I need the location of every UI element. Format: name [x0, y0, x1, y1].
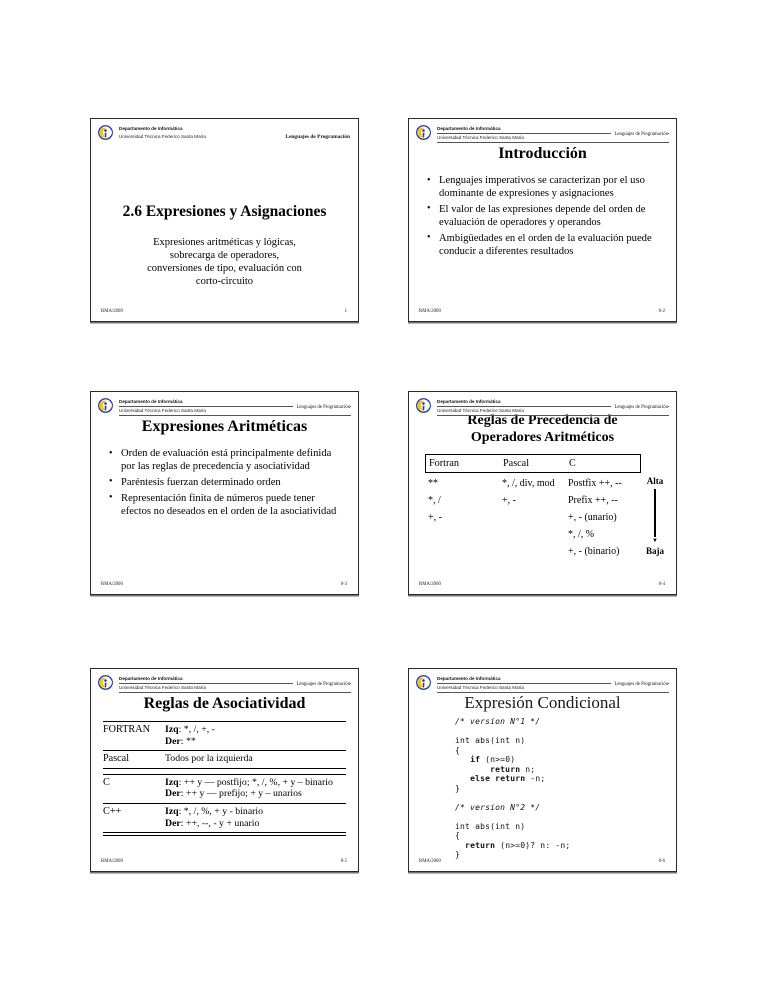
- bullet-list: [109, 447, 342, 518]
- university-logo-icon: [416, 675, 431, 690]
- code-line: [455, 765, 570, 775]
- code-block: [455, 717, 570, 860]
- header-university: Universidad Técnica Federico Santa María: [119, 684, 351, 693]
- precedence-cell: **: [428, 477, 438, 489]
- slide-title: 2.6 Expresiones y Asignaciones: [122, 203, 327, 220]
- precedence-cell: *, /, div, mod: [502, 477, 555, 489]
- header-department: Departamento de Informática: [119, 396, 351, 407]
- slide-header: [98, 673, 351, 697]
- code-keyword: if: [470, 755, 481, 764]
- university-logo-icon: [98, 675, 113, 690]
- bullet-text: Ambigüedades en el orden de la evaluación puede conducir a diferentes resultados: [439, 232, 652, 258]
- precedence-scale: [641, 476, 669, 556]
- code-line: [455, 812, 570, 822]
- bullet-icon: •: [109, 447, 113, 459]
- slide-header: [416, 673, 669, 697]
- language-label: C: [103, 776, 110, 788]
- code-keyword: return: [465, 840, 496, 850]
- language-label: C++: [103, 805, 122, 817]
- footer-page-number: 8-4: [658, 582, 665, 587]
- slide-title: Reglas de Asociatividad: [143, 695, 306, 712]
- header-course: Lenguajes de Programación: [611, 132, 668, 137]
- precedence-cell: +, -: [428, 511, 442, 523]
- bullet-text: El valor de las expresiones depende del orden de evaluación de operadores y operandos: [439, 203, 646, 229]
- precedence-cell: +, -: [502, 494, 516, 506]
- university-logo-icon: [98, 125, 113, 140]
- header-department: Departamento de Informática: [119, 673, 351, 684]
- code-line: [455, 850, 570, 860]
- header-course: Lenguajes de Programación: [611, 405, 668, 410]
- associativity-rules: [165, 777, 346, 800]
- code-text: }: [455, 850, 461, 859]
- footer-author: RMA/2000: [101, 582, 123, 587]
- slide-5: [90, 668, 359, 872]
- scale-line: [654, 489, 656, 537]
- rule-direction-label: Der: [165, 788, 181, 800]
- slide-4: [408, 391, 677, 595]
- bullet-item: [427, 174, 660, 200]
- footer-page-number: 8-2: [658, 309, 665, 314]
- language-label: FORTRAN: [103, 724, 150, 735]
- rule-text: : **: [180, 735, 196, 747]
- rule-direction-label: Izq: [165, 805, 179, 817]
- precedence-cell: [428, 543, 502, 560]
- code-keyword: else: [470, 774, 491, 783]
- precedence-cell: [428, 526, 502, 543]
- code-text: {: [455, 831, 461, 840]
- footer-author: RMA/2000: [101, 859, 123, 864]
- precedence-cell: Prefix ++, --: [568, 494, 618, 506]
- code-line: [455, 793, 570, 803]
- precedence-table: [425, 454, 641, 560]
- slide-title: Expresiones Aritméticas: [141, 418, 308, 435]
- associativity-row: [103, 751, 346, 769]
- footer-author: RMA/2000: [419, 859, 441, 864]
- header-course: Lenguajes de Programación: [293, 405, 350, 410]
- bullet-icon: •: [109, 476, 113, 488]
- code-line: [455, 784, 570, 794]
- bullet-item: [109, 492, 342, 518]
- rule-text: : ++ y –– prefijo; + y – unarios: [180, 788, 302, 800]
- bullet-icon: •: [427, 232, 431, 244]
- rule-line: [165, 788, 346, 800]
- precedence-cell: [502, 526, 568, 543]
- code-text: {: [455, 745, 461, 755]
- footer-author: RMA/2000: [419, 582, 441, 587]
- footer-author: RMA/2000: [419, 309, 441, 314]
- code-line: [455, 727, 570, 737]
- header-department: Departamento de Informática: [437, 673, 669, 684]
- bullet-text: Paréntesis fuerzan determinado orden: [121, 476, 281, 488]
- code-line: [455, 717, 570, 727]
- precedence-cell: Postfix ++, --: [568, 477, 622, 489]
- university-logo-icon: [416, 125, 431, 140]
- bullet-item: [109, 447, 342, 473]
- column-header: Pascal: [503, 457, 530, 469]
- rule-direction-label: Der: [165, 735, 181, 747]
- precedence-row: [428, 509, 641, 526]
- code-line: [455, 736, 570, 746]
- associativity-table: [103, 721, 346, 836]
- slide-title: Expresión Condicional: [464, 693, 621, 712]
- code-text: [455, 841, 465, 850]
- footer-page-number: 8-3: [340, 582, 347, 587]
- scale-low-label: Baja: [646, 546, 664, 556]
- rule-text: : *, /, +, -: [178, 724, 215, 735]
- language-label: Pascal: [103, 753, 130, 765]
- code-text: int abs(int n): [455, 736, 526, 745]
- code-text: int abs(int n): [455, 821, 526, 831]
- bullet-item: [427, 232, 660, 258]
- code-text: -n;: [525, 774, 546, 783]
- bullet-text: Orden de evaluación está principalmente definida por las reglas de precedencia y asociatividad: [121, 448, 332, 473]
- footer-page-number: 1: [344, 309, 347, 314]
- rule-text: : *, /, %, + y - binario: [178, 805, 264, 817]
- title-line: Operadores Aritméticos: [470, 430, 615, 445]
- slide-header: [416, 396, 669, 420]
- title-line: Reglas de Precedencia de: [467, 413, 618, 428]
- bullet-icon: •: [109, 492, 113, 504]
- footer-page-number: 8-6: [658, 859, 665, 864]
- subtitle-line: sobrecarga de operadores,: [169, 250, 280, 261]
- slide-2: [408, 118, 677, 322]
- code-line: [455, 822, 570, 832]
- rule-line: [165, 818, 346, 830]
- header-department: Departamento de Informática: [119, 126, 183, 131]
- rule-direction-label: Der: [165, 817, 181, 829]
- code-text: (n>=0): [480, 755, 516, 764]
- rule-line: [165, 753, 346, 765]
- header-university: Universidad Técnica Federico Santa María: [119, 134, 206, 139]
- precedence-cell: [502, 509, 568, 526]
- university-logo-icon: [416, 398, 431, 413]
- bullet-icon: •: [427, 203, 431, 215]
- precedence-header-row: [425, 454, 641, 473]
- bullet-text: Representación finita de números puede tener efectos no deseados en el orden de la asociatividad: [121, 492, 337, 517]
- rule-line: [165, 806, 346, 818]
- code-keyword: return: [490, 764, 521, 774]
- precedence-row: [428, 475, 641, 492]
- arrow-down-icon: ▼: [652, 538, 658, 544]
- precedence-cell: +, - (unario): [568, 511, 617, 523]
- code-text: n;: [520, 764, 536, 774]
- slide-header: [98, 123, 351, 147]
- rule-line: [165, 724, 346, 736]
- code-text: [455, 765, 490, 774]
- associativity-rules: [165, 806, 346, 829]
- associativity-row: [103, 804, 346, 833]
- footer-page-number: 8-5: [340, 859, 347, 864]
- precedence-cell: *, /: [428, 494, 441, 506]
- code-text: (n>=0)? n: -n;: [495, 840, 571, 850]
- header-department: Departamento de Informática: [437, 123, 669, 134]
- slide-3: [90, 391, 359, 595]
- rule-direction-label: Izq: [165, 724, 179, 735]
- precedence-row: [428, 492, 641, 509]
- slide-header: [98, 396, 351, 420]
- code-line: [455, 746, 570, 756]
- header-course: Lenguajes de Programación: [282, 134, 350, 140]
- bullet-list: [427, 174, 660, 258]
- code-text: [455, 774, 470, 783]
- rule-direction-label: Izq: [165, 776, 179, 788]
- precedence-cell: [502, 543, 568, 560]
- rule-line: [165, 777, 346, 789]
- header-course: Lenguajes de Programación: [611, 682, 668, 687]
- column-header: C: [569, 457, 576, 469]
- scale-high-label: Alta: [646, 476, 664, 486]
- slide-header: [416, 123, 669, 147]
- precedence-cell: *, /, %: [568, 528, 595, 540]
- bullet-item: [109, 476, 342, 489]
- associativity-rules: [165, 753, 346, 765]
- slide-title: Introducción: [498, 145, 587, 162]
- subtitle-line: conversiones de tipo, evaluación con: [147, 263, 302, 274]
- precedence-row: [428, 543, 641, 560]
- code-comment: /* version N°2 */: [455, 802, 541, 812]
- header-department: Departamento de Informática: [437, 396, 669, 407]
- rule-text: : ++ y –– postfijo; *, /, %, + y – binario: [178, 776, 333, 788]
- code-comment: /* version N°1 */: [455, 717, 541, 726]
- code-line: [455, 755, 570, 765]
- code-line: [455, 774, 570, 784]
- code-line: [455, 841, 570, 851]
- precedence-cell: +, - (binario): [568, 545, 620, 557]
- rule-text: : ++, --, - y + unario: [180, 817, 260, 829]
- header-university: Universidad Técnica Federico Santa María: [437, 407, 669, 416]
- header-university: Universidad Técnica Federico Santa María: [437, 134, 669, 143]
- associativity-row: [103, 722, 346, 751]
- code-text: [455, 755, 470, 764]
- subtitle-line: corto-circuito: [195, 276, 254, 287]
- column-header: Fortran: [429, 457, 459, 469]
- header-university: Universidad Técnica Federico Santa María: [119, 407, 351, 416]
- slide-6: [408, 668, 677, 872]
- slide-subtitle: [91, 236, 358, 288]
- precedence-row: [428, 526, 641, 543]
- university-logo-icon: [98, 398, 113, 413]
- precedence-body: [425, 475, 641, 560]
- rule-line: [165, 736, 346, 748]
- bullet-icon: •: [427, 174, 431, 186]
- slide-1: [90, 118, 359, 322]
- associativity-rules: [165, 724, 346, 747]
- code-keyword: return: [495, 774, 526, 783]
- header-course: Lenguajes de Programación: [293, 682, 350, 687]
- footer-author: RMA/2000: [101, 309, 123, 314]
- code-line: [455, 803, 570, 813]
- code-text: }: [455, 783, 461, 793]
- code-line: [455, 831, 570, 841]
- bullet-text: Lenguajes imperativos se caracterizan por el uso dominante de expresiones y asignaciones: [439, 175, 645, 200]
- rule-text: Todos por la izquierda: [165, 753, 253, 765]
- subtitle-line: Expresiones aritméticas y lógicas,: [153, 237, 296, 248]
- header-university: Universidad Técnica Federico Santa María: [437, 684, 669, 693]
- bullet-item: [427, 203, 660, 229]
- associativity-row: [103, 774, 346, 804]
